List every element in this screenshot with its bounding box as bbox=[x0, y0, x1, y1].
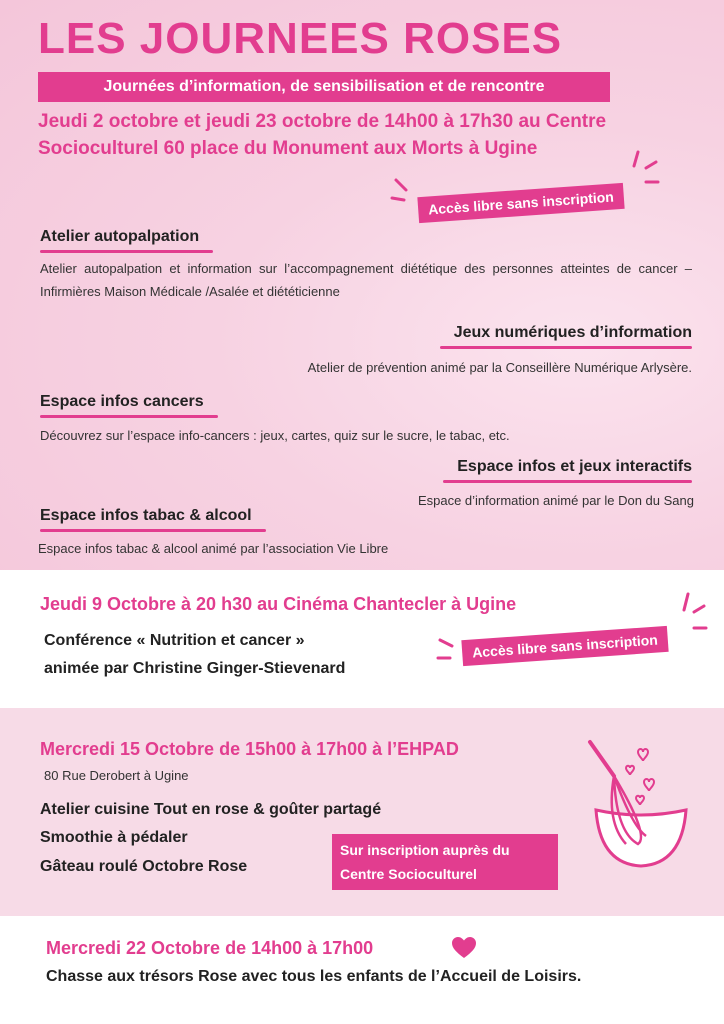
heart-icon bbox=[452, 937, 476, 959]
ehpad-event-address: 80 Rue Derobert à Ugine bbox=[44, 768, 189, 783]
cinema-event-line-1: Conférence « Nutrition et cancer » bbox=[44, 632, 305, 649]
free-access-badge: Accès libre sans inscription bbox=[417, 183, 624, 223]
cinema-event-heading: Jeudi 9 Octobre à 20 h30 au Cinéma Chantecler à Ugine bbox=[40, 594, 517, 614]
ehpad-item-2: Smoothie à pédaler bbox=[40, 829, 188, 846]
cinema-event-line-2: animée par Christine Ginger-Stievenard bbox=[44, 660, 346, 677]
workshop-5-text: Espace infos tabac & alcool animé par l’association Vie Libre bbox=[38, 541, 389, 556]
registration-badge: Sur inscription auprès du Centre Socioculturel bbox=[332, 834, 558, 890]
sparkle-icon bbox=[674, 592, 714, 642]
sparkle-icon bbox=[628, 150, 668, 200]
workshop-1-title: Atelier autopalpation bbox=[40, 228, 199, 253]
workshop-1-text: Atelier autopalpation et information sur l’accompagnement diététique des personnes atteintes de cancer – Infirmières Maison Médicale /Asalée et diététicienne bbox=[40, 261, 692, 299]
treasure-event-text: Chasse aux trésors Rose avec tous les enfants de l’Accueil de Loisirs. bbox=[46, 968, 582, 985]
dates-text bbox=[38, 108, 698, 162]
workshop-2-title: Jeux numériques d’information bbox=[454, 324, 692, 349]
page-title: LES JOURNEES ROSES bbox=[38, 14, 563, 63]
dates-line-2: Socioculturel 60 place du Monument aux Morts à Ugine bbox=[38, 138, 538, 159]
workshop-5-title: Espace infos tabac & alcool bbox=[40, 507, 252, 532]
ehpad-item-1: Atelier cuisine Tout en rose & goûter partagé bbox=[40, 801, 382, 818]
whisk-bowl-icon bbox=[576, 732, 706, 872]
free-access-badge: Accès libre sans inscription bbox=[461, 626, 668, 666]
subtitle-banner: Journées d’information, de sensibilisation et de rencontre bbox=[38, 72, 610, 102]
ehpad-item-3: Gâteau roulé Octobre Rose bbox=[40, 858, 248, 875]
workshop-4-text: Espace d’information animé par le Don du Sang bbox=[417, 493, 694, 508]
workshop-3-title: Espace infos cancers bbox=[40, 393, 204, 418]
workshop-2-text: Atelier de prévention animé par la Conseillère Numérique Arlysère. bbox=[307, 360, 692, 375]
treasure-event-heading: Mercredi 22 Octobre de 14h00 à 17h00 bbox=[46, 938, 374, 958]
dates-line-1: Jeudi 2 octobre et jeudi 23 octobre de 14h00 à 17h30 au Centre bbox=[38, 111, 607, 132]
workshop-4-title: Espace infos et jeux interactifs bbox=[457, 458, 692, 483]
ehpad-event-heading: Mercredi 15 Octobre de 15h00 à 17h00 à l’EHPAD bbox=[40, 739, 459, 759]
workshop-3-text: Découvrez sur l’espace info-cancers : jeux, cartes, quiz sur le sucre, le tabac, etc. bbox=[40, 428, 510, 443]
